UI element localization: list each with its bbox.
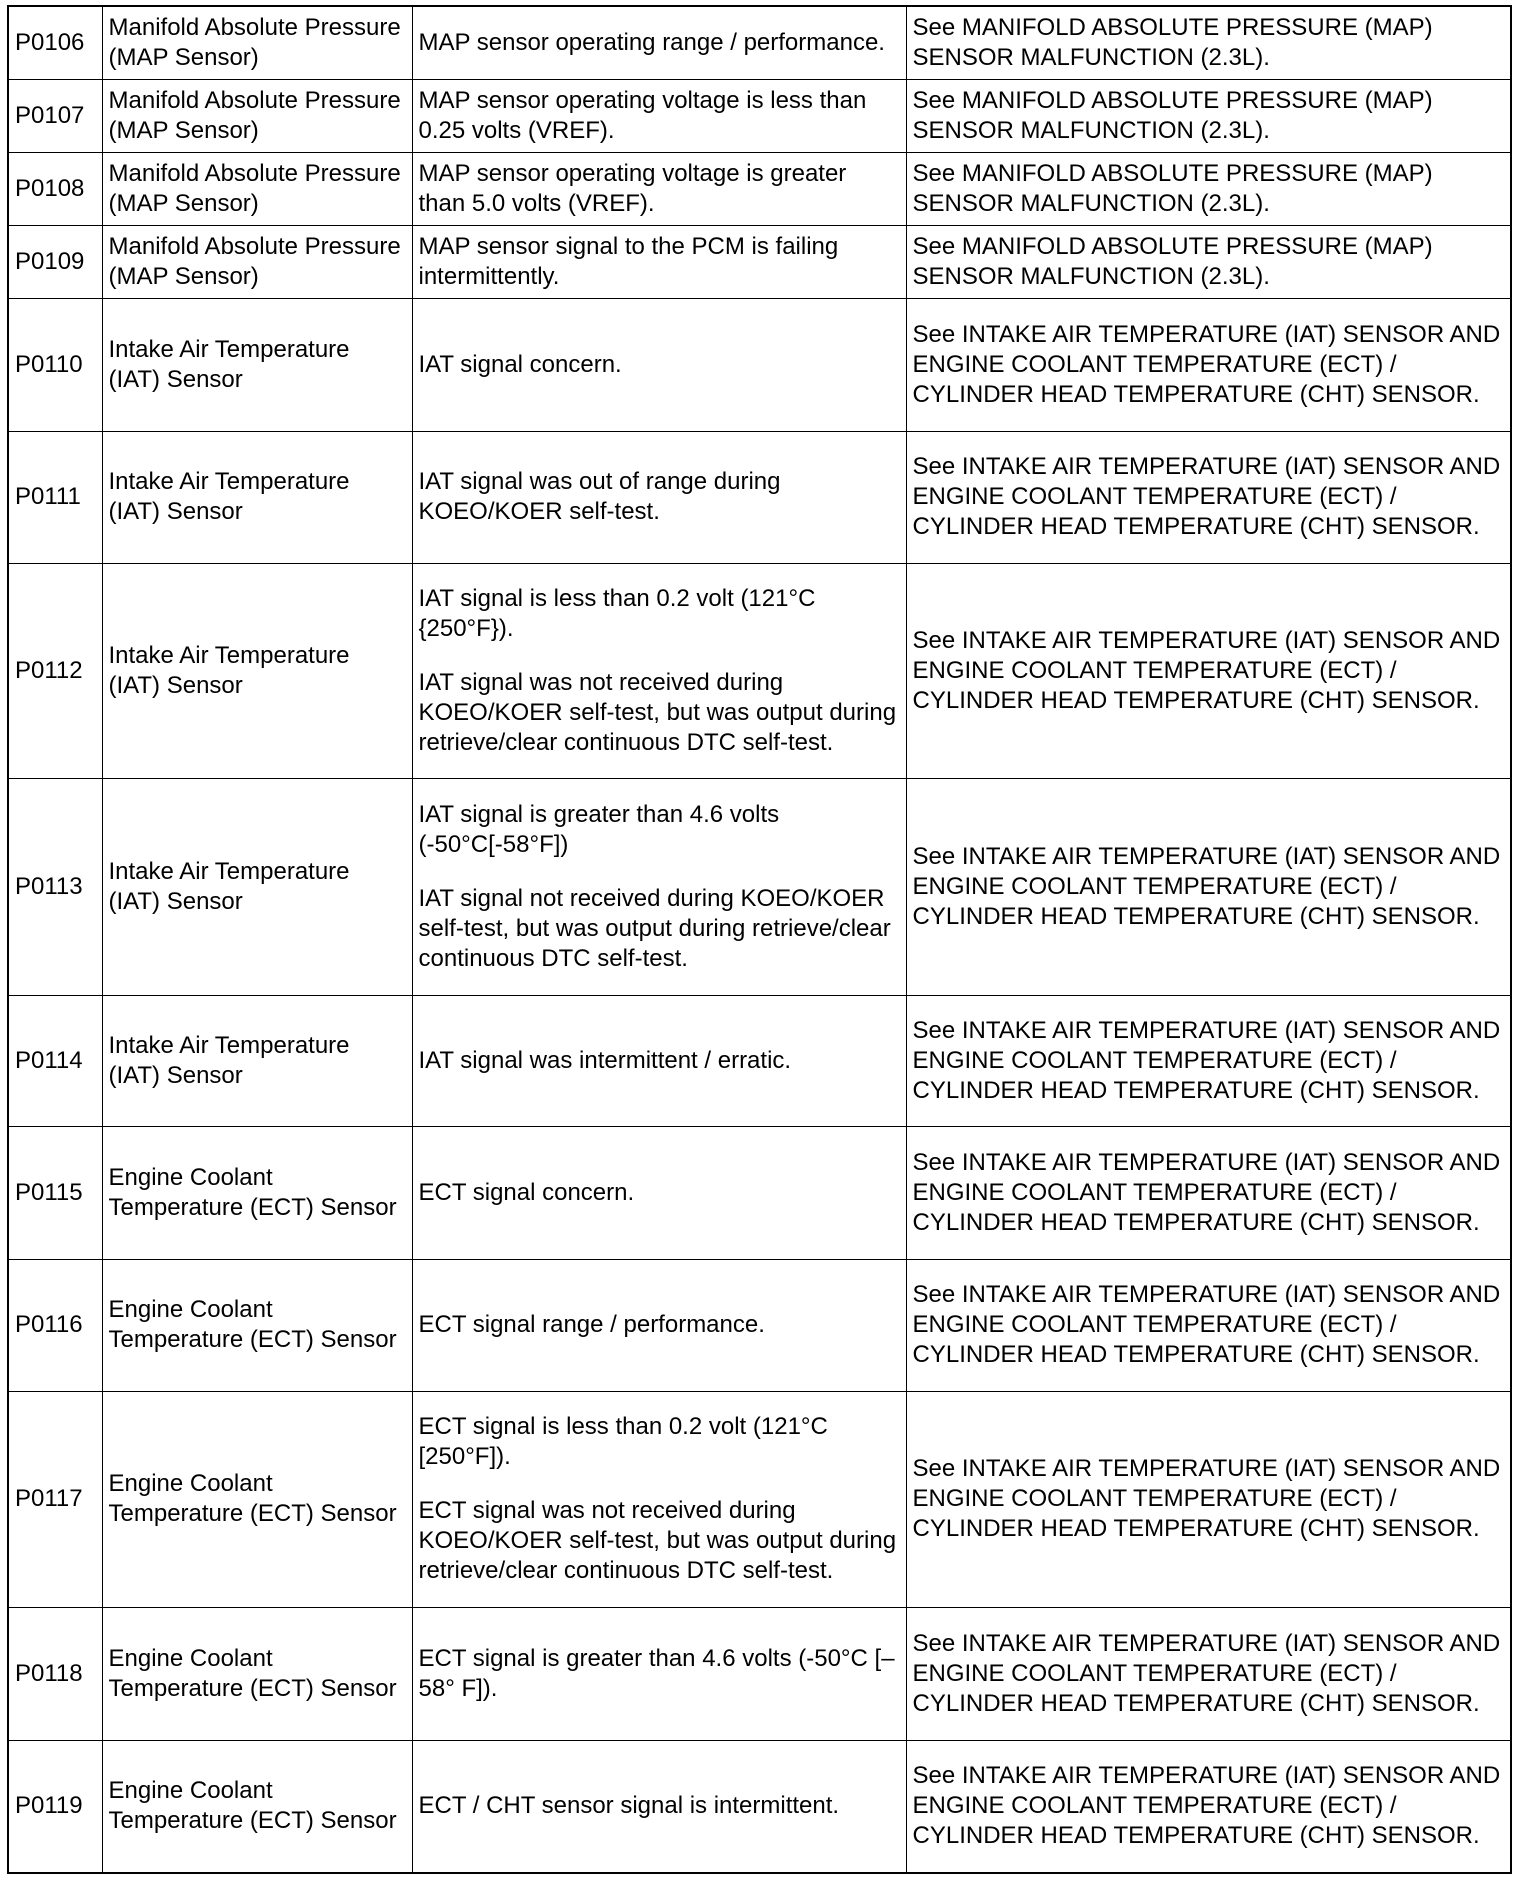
table-row [8,564,1511,779]
dtc-description-paragraph: MAP sensor signal to the PCM is failing intermittently. [418,232,839,290]
dtc-action: See INTAKE AIR TEMPERATURE (IAT) SENSOR AND ENGINE COOLANT TEMPERATURE (ECT) / CYLINDER HEAD TEMPERATURE (CHT) SENSOR. [906,1127,1511,1260]
table-row [8,6,1511,80]
dtc-description-paragraph: IAT signal concern. [418,350,622,378]
dtc-description-paragraph: IAT signal is less than 0.2 volt (121°C {250°F}). [418,585,816,643]
dtc-code: P0106 [8,6,102,80]
dtc-action: See MANIFOLD ABSOLUTE PRESSURE (MAP) SENSOR MALFUNCTION (2.3L). [906,152,1511,225]
dtc-table-body [8,6,1511,1873]
dtc-description [412,431,906,564]
table-row [8,1607,1511,1740]
dtc-description [412,1260,906,1392]
dtc-description [412,564,906,779]
dtc-description [412,1127,906,1260]
dtc-component: Intake Air Temperature (IAT) Sensor [102,564,412,779]
dtc-description-paragraph: ECT signal was not received during KOEO/KOER self-test, but was output during retrieve/clear continuous DTC self-test. [418,1497,897,1585]
table-row [8,298,1511,431]
dtc-component: Engine Coolant Temperature (ECT) Sensor [102,1260,412,1392]
dtc-description-paragraph: ECT signal is less than 0.2 volt (121°C [250°F]). [418,1413,828,1471]
dtc-description-paragraph: ECT signal range / performance. [418,1311,765,1339]
dtc-component: Manifold Absolute Pressure (MAP Sensor) [102,6,412,80]
dtc-action: See INTAKE AIR TEMPERATURE (IAT) SENSOR AND ENGINE COOLANT TEMPERATURE (ECT) / CYLINDER HEAD TEMPERATURE (CHT) SENSOR. [906,779,1511,995]
dtc-description [412,1740,906,1873]
dtc-description-paragraph: MAP sensor operating range / performance. [418,29,885,57]
dtc-code: P0110 [8,298,102,431]
dtc-description-paragraph: IAT signal was not received during KOEO/KOER self-test, but was output during retrieve/clear continuous DTC self-test. [418,669,897,757]
dtc-action: See INTAKE AIR TEMPERATURE (IAT) SENSOR AND ENGINE COOLANT TEMPERATURE (ECT) / CYLINDER HEAD TEMPERATURE (CHT) SENSOR. [906,564,1511,779]
dtc-description [412,225,906,298]
dtc-table [7,5,1512,1874]
dtc-action: See INTAKE AIR TEMPERATURE (IAT) SENSOR AND ENGINE COOLANT TEMPERATURE (ECT) / CYLINDER HEAD TEMPERATURE (CHT) SENSOR. [906,1260,1511,1392]
dtc-code: P0111 [8,431,102,564]
dtc-description-paragraph: IAT signal is greater than 4.6 volts (-50°C[-58°F]) [418,801,780,859]
dtc-code: P0112 [8,564,102,779]
dtc-component: Manifold Absolute Pressure (MAP Sensor) [102,80,412,153]
dtc-component: Engine Coolant Temperature (ECT) Sensor [102,1391,412,1607]
table-row [8,1260,1511,1392]
dtc-description-paragraph: ECT signal concern. [418,1179,635,1207]
dtc-code: P0119 [8,1740,102,1873]
dtc-component: Intake Air Temperature (IAT) Sensor [102,431,412,564]
dtc-component: Engine Coolant Temperature (ECT) Sensor [102,1607,412,1740]
dtc-action: See MANIFOLD ABSOLUTE PRESSURE (MAP) SENSOR MALFUNCTION (2.3L). [906,80,1511,153]
dtc-component: Intake Air Temperature (IAT) Sensor [102,995,412,1127]
table-row [8,431,1511,564]
dtc-code: P0115 [8,1127,102,1260]
table-row [8,779,1511,995]
dtc-description-paragraph: IAT signal was intermittent / erratic. [418,1047,792,1075]
dtc-component: Manifold Absolute Pressure (MAP Sensor) [102,225,412,298]
dtc-action: See INTAKE AIR TEMPERATURE (IAT) SENSOR AND ENGINE COOLANT TEMPERATURE (ECT) / CYLINDER HEAD TEMPERATURE (CHT) SENSOR. [906,995,1511,1127]
dtc-description [412,152,906,225]
dtc-action: See INTAKE AIR TEMPERATURE (IAT) SENSOR AND ENGINE COOLANT TEMPERATURE (ECT) / CYLINDER HEAD TEMPERATURE (CHT) SENSOR. [906,1391,1511,1607]
dtc-component: Intake Air Temperature (IAT) Sensor [102,298,412,431]
dtc-description-paragraph: MAP sensor operating voltage is greater than 5.0 volts (VREF). [418,159,847,217]
dtc-description [412,779,906,995]
dtc-code: P0117 [8,1391,102,1607]
dtc-description [412,1391,906,1607]
dtc-code: P0107 [8,80,102,153]
dtc-description-paragraph: ECT / CHT sensor signal is intermittent. [418,1792,840,1820]
dtc-code: P0113 [8,779,102,995]
dtc-action: See INTAKE AIR TEMPERATURE (IAT) SENSOR AND ENGINE COOLANT TEMPERATURE (ECT) / CYLINDER HEAD TEMPERATURE (CHT) SENSOR. [906,431,1511,564]
dtc-description-paragraph: IAT signal not received during KOEO/KOER self-test, but was output during retrieve/clear continuous DTC self-test. [418,885,891,973]
table-row [8,1740,1511,1873]
dtc-description [412,1607,906,1740]
dtc-code: P0109 [8,225,102,298]
table-row [8,152,1511,225]
table-row [8,1127,1511,1260]
dtc-action: See MANIFOLD ABSOLUTE PRESSURE (MAP) SENSOR MALFUNCTION (2.3L). [906,6,1511,80]
dtc-code: P0118 [8,1607,102,1740]
dtc-action: See MANIFOLD ABSOLUTE PRESSURE (MAP) SENSOR MALFUNCTION (2.3L). [906,225,1511,298]
table-row [8,225,1511,298]
dtc-component: Engine Coolant Temperature (ECT) Sensor [102,1127,412,1260]
dtc-action: See INTAKE AIR TEMPERATURE (IAT) SENSOR AND ENGINE COOLANT TEMPERATURE (ECT) / CYLINDER HEAD TEMPERATURE (CHT) SENSOR. [906,298,1511,431]
dtc-component: Intake Air Temperature (IAT) Sensor [102,779,412,995]
dtc-description-paragraph: ECT signal is greater than 4.6 volts (-50°C [–58° F]). [418,1644,895,1702]
dtc-action: See INTAKE AIR TEMPERATURE (IAT) SENSOR AND ENGINE COOLANT TEMPERATURE (ECT) / CYLINDER HEAD TEMPERATURE (CHT) SENSOR. [906,1740,1511,1873]
dtc-action: See INTAKE AIR TEMPERATURE (IAT) SENSOR AND ENGINE COOLANT TEMPERATURE (ECT) / CYLINDER HEAD TEMPERATURE (CHT) SENSOR. [906,1607,1511,1740]
table-row [8,995,1511,1127]
table-row [8,1391,1511,1607]
dtc-code: P0108 [8,152,102,225]
dtc-description [412,298,906,431]
dtc-code: P0116 [8,1260,102,1392]
dtc-description [412,80,906,153]
dtc-component: Engine Coolant Temperature (ECT) Sensor [102,1740,412,1873]
dtc-description-paragraph: MAP sensor operating voltage is less than 0.25 volts (VREF). [418,86,867,144]
dtc-description [412,6,906,80]
dtc-code: P0114 [8,995,102,1127]
dtc-component: Manifold Absolute Pressure (MAP Sensor) [102,152,412,225]
table-row [8,80,1511,153]
dtc-description-paragraph: IAT signal was out of range during KOEO/KOER self-test. [418,468,781,526]
dtc-description [412,995,906,1127]
